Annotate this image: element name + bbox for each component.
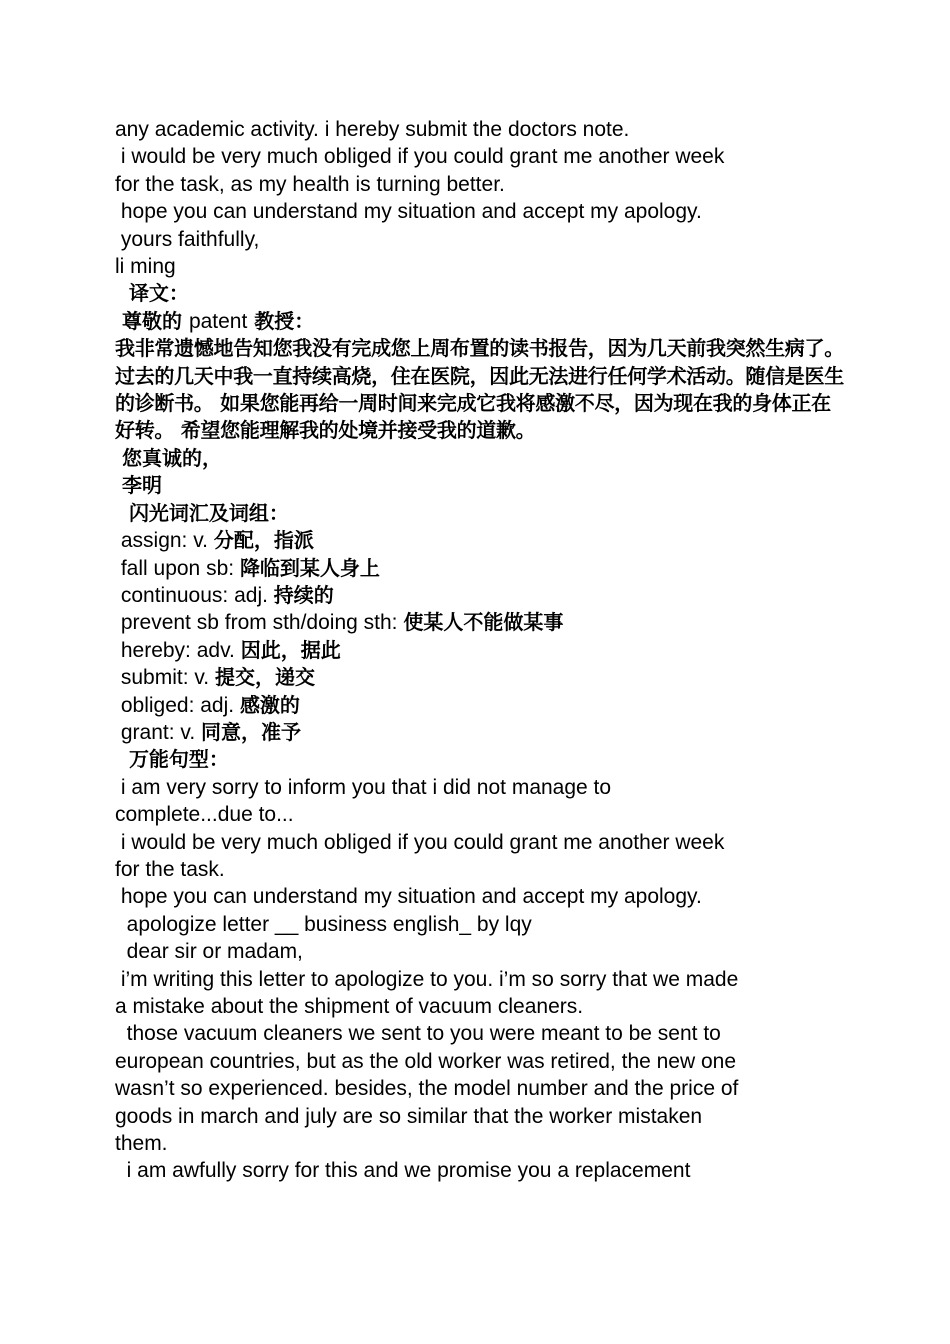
vocab-term: obliged: adj.: [115, 693, 240, 717]
vocab-item: [115, 692, 845, 719]
letter-closing: yours faithfully,: [115, 227, 260, 251]
vocab-item: [115, 637, 845, 664]
vocab-item: [115, 555, 845, 582]
apology-letter-line: them.: [115, 1132, 168, 1156]
vocab-meaning: 分配，指派: [213, 528, 314, 553]
salutation-suffix: 教授：: [247, 308, 315, 333]
vocab-item: [115, 719, 845, 746]
vocab-meaning: 降临到某人身上: [239, 555, 380, 580]
letter-line: hope you can understand my situation and accept my apology.: [115, 200, 702, 224]
vocab-meaning: 同意，准予: [201, 719, 301, 744]
vocab-item: [115, 527, 845, 554]
vocab-meaning: 使某人不能做某事: [403, 610, 564, 635]
vocab-term: prevent sb from sth/doing sth:: [115, 611, 404, 635]
letter-line: any academic activity. i hereby submit the doctors note.: [115, 118, 630, 141]
apology-letter-line: wasn’t so experienced. besides, the model number and the price of: [115, 1077, 739, 1101]
translation-salutation: [115, 308, 845, 335]
apology-letter-line: i’m writing this letter to apologize to you. i’m so sorry that we made: [115, 967, 739, 991]
letter-line: for the task, as my health is turning better.: [115, 172, 505, 196]
vocab-item: [115, 664, 845, 691]
apology-letter-line: goods in march and july are so similar that the worker mistaken: [115, 1104, 703, 1128]
sentence-line: for the task.: [115, 857, 225, 881]
vocab-term: submit: v.: [115, 666, 215, 690]
apology-letter-greeting: dear sir or madam,: [115, 940, 303, 964]
vocab-term: continuous: adj.: [115, 583, 274, 607]
sentence-line: i am very sorry to inform you that i did not manage to: [115, 775, 612, 799]
translation-body: 我非常遗憾地告知您我没有完成您上周布置的读书报告，因为几天前我突然生病了。过去的几天中我一直持续高烧，住在医院，因此无法进行任何学术活动。随信是医生的诊断书。 如果您能再给一周时间来完成它我将感激不尽，因为现在我的身体正在好转。 希望您能理解我的处境并接受我的道歉。: [115, 336, 844, 443]
vocab-item: [115, 582, 845, 609]
apology-letter-line: i am awfully sorry for this and we promise you a replacement: [115, 1159, 691, 1183]
vocab-item: [115, 609, 845, 636]
letter-line: i would be very much obliged if you could grant me another week: [115, 145, 725, 169]
letter-signature: li ming: [115, 255, 176, 279]
salutation-name: patent: [188, 309, 248, 333]
vocab-term: grant: v.: [115, 720, 201, 744]
vocab-meaning: 因此，据此: [240, 637, 341, 662]
apology-letter-title: apologize letter __ business english_ by lqy: [115, 912, 532, 936]
apology-letter-line: those vacuum cleaners we sent to you were meant to be sent to: [115, 1022, 721, 1046]
vocab-meaning: 感激的: [239, 692, 300, 717]
vocab-meaning: 持续的: [273, 582, 334, 607]
vocab-heading: 闪光词汇及词组：: [115, 500, 289, 525]
vocab-meaning: 提交，递交: [214, 665, 315, 690]
translation-closing: 您真诚的，: [115, 445, 222, 470]
document-page: [115, 116, 845, 1185]
salutation-prefix: 尊敬的: [115, 308, 189, 333]
sentence-line: complete...due to...: [115, 803, 294, 827]
translation-name: 李明: [115, 473, 162, 498]
apology-letter-line: european countries, but as the old worker was retired, the new one: [115, 1049, 737, 1073]
translation-heading: 译文：: [115, 281, 189, 306]
sentence-line: i would be very much obliged if you could grant me another week: [115, 830, 725, 854]
sentence-line: hope you can understand my situation and accept my apology.: [115, 885, 702, 909]
vocab-term: hereby: adv.: [115, 638, 241, 662]
vocab-term: fall upon sb:: [115, 556, 240, 580]
apology-letter-line: a mistake about the shipment of vacuum cleaners.: [115, 995, 584, 1018]
sentences-heading: 万能句型：: [115, 747, 229, 772]
vocab-term: assign: v.: [115, 529, 214, 553]
